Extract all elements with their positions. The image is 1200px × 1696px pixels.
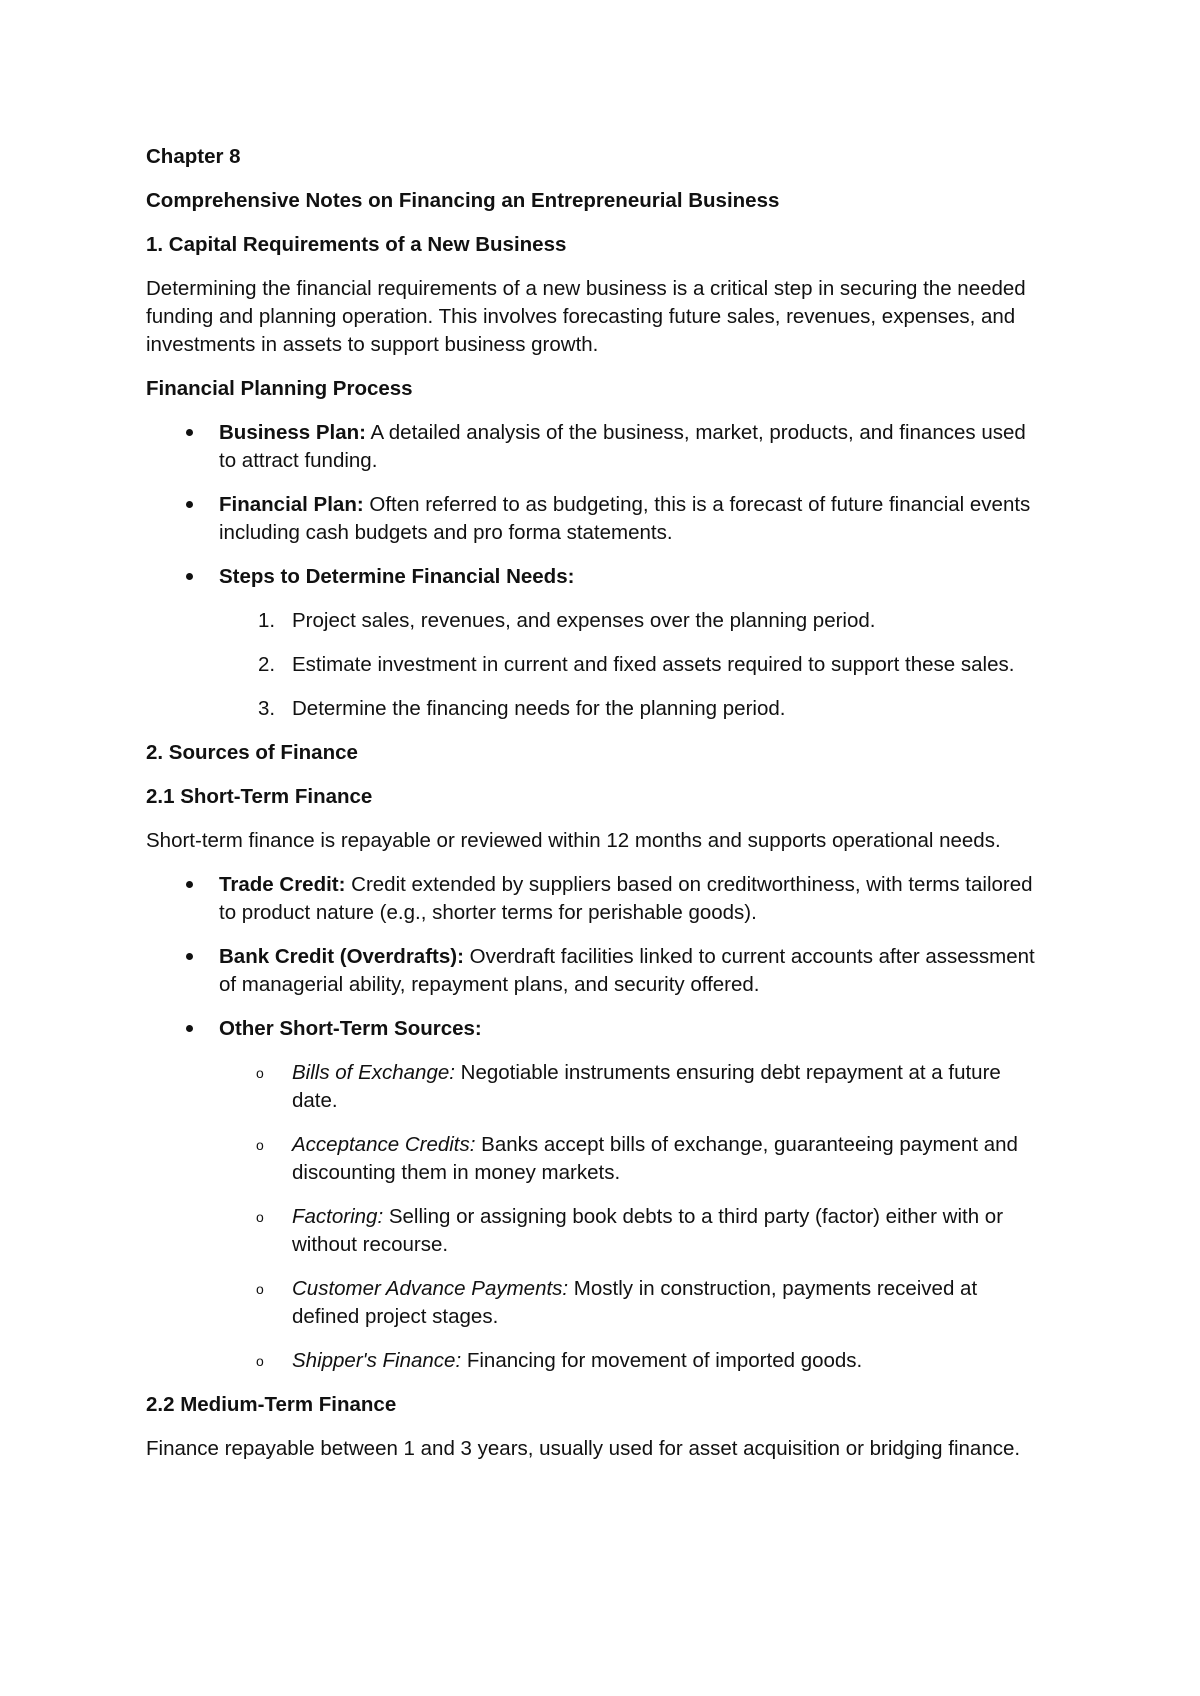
item-term: Steps to Determine Financial Needs:: [219, 565, 575, 588]
sub-list-item: [146, 1059, 1046, 1115]
bullet-icon: [181, 491, 197, 519]
sub-item-text: Financing for movement of imported goods.: [461, 1349, 863, 1372]
medium-term-intro: Finance repayable between 1 and 3 years, usually used for asset acquisition or bridging finance.: [146, 1437, 1021, 1460]
item-text: A detailed analysis of the business, market, products, and finances used to attract funding.: [219, 421, 1026, 472]
step-number: 3.: [258, 697, 276, 720]
list-item: [146, 943, 1046, 999]
short-term-intro: Short-term finance is repayable or reviewed within 12 months and supports operational needs.: [146, 829, 1001, 852]
financial-planning-heading: Financial Planning Process: [146, 377, 413, 400]
list-item: [146, 491, 1046, 547]
step-number: 1.: [258, 609, 276, 632]
section-1-intro: Determining the financial requirements of a new business is a critical step in securing the needed funding and planning operation. This involves forecasting future sales, revenues, expenses, and investments in assets to support business growth.: [146, 277, 1026, 356]
document-content: [146, 143, 1046, 1479]
list-item: [146, 871, 1046, 927]
financial-planning-list: [146, 419, 1046, 723]
sub-item-text: Negotiable instruments ensuring debt repayment at a future date.: [292, 1061, 1001, 1112]
step-text: Determine the financing needs for the planning period.: [292, 697, 786, 720]
circle-bullet-icon: o: [256, 1353, 264, 1369]
list-item: [146, 563, 1046, 723]
item-term: Trade Credit:: [219, 873, 346, 896]
list-item: [146, 419, 1046, 475]
item-text: Credit extended by suppliers based on creditworthiness, with terms tailored to product nature (e.g., shorter terms for perishable goods).: [219, 873, 1033, 924]
sub-item-term: Acceptance Credits:: [292, 1133, 476, 1156]
section-1-heading: 1. Capital Requirements of a New Business: [146, 233, 567, 256]
bullet-icon: [181, 943, 197, 971]
item-term: Financial Plan:: [219, 493, 364, 516]
sub-item-text: Banks accept bills of exchange, guaranteeing payment and discounting them in money markets.: [292, 1133, 1018, 1184]
bullet-icon: [181, 419, 197, 447]
sub-item-text: Mostly in construction, payments received at defined project stages.: [292, 1277, 978, 1328]
sub-item-term: Factoring:: [292, 1205, 384, 1228]
sub-list-item: [146, 1347, 1046, 1375]
sub-item-term: Customer Advance Payments:: [292, 1277, 569, 1300]
short-term-list: [146, 871, 1046, 1375]
step-text: Project sales, revenues, and expenses over the planning period.: [292, 609, 876, 632]
short-term-heading: 2.1 Short-Term Finance: [146, 785, 373, 808]
circle-bullet-icon: o: [256, 1281, 264, 1297]
sub-item-term: Shipper's Finance:: [292, 1349, 462, 1372]
circle-bullet-icon: o: [256, 1209, 264, 1225]
circle-bullet-icon: o: [256, 1137, 264, 1153]
chapter-label: Chapter 8: [146, 145, 241, 168]
step-item: [146, 695, 1046, 723]
step-text: Estimate investment in current and fixed assets required to support these sales.: [292, 653, 1015, 676]
circle-bullet-icon: o: [256, 1065, 264, 1081]
sub-list-item: [146, 1131, 1046, 1187]
item-term: Business Plan:: [219, 421, 366, 444]
other-sources-list: [219, 1059, 1046, 1375]
sub-list-item: [146, 1275, 1046, 1331]
steps-list: [219, 607, 1046, 723]
item-term: Bank Credit (Overdrafts):: [219, 945, 464, 968]
step-item: [146, 651, 1046, 679]
list-item: [146, 1015, 1046, 1375]
step-item: [146, 607, 1046, 635]
sub-list-item: [146, 1203, 1046, 1259]
section-2-heading: 2. Sources of Finance: [146, 741, 358, 764]
item-text: Often referred to as budgeting, this is a forecast of future financial events including cash budgets and pro forma statements.: [219, 493, 1031, 544]
sub-item-term: Bills of Exchange:: [292, 1061, 455, 1084]
item-text: Overdraft facilities linked to current accounts after assessment of managerial ability, repayment plans, and security offered.: [219, 945, 1035, 996]
medium-term-heading: 2.2 Medium-Term Finance: [146, 1393, 397, 1416]
step-number: 2.: [258, 653, 276, 676]
bullet-icon: [181, 1015, 197, 1043]
bullet-icon: [181, 563, 197, 591]
bullet-icon: [181, 871, 197, 899]
document-title: Comprehensive Notes on Financing an Entrepreneurial Business: [146, 189, 780, 212]
item-term: Other Short-Term Sources:: [219, 1017, 482, 1040]
sub-item-text: Selling or assigning book debts to a third party (factor) either with or without recourse.: [292, 1205, 1004, 1256]
